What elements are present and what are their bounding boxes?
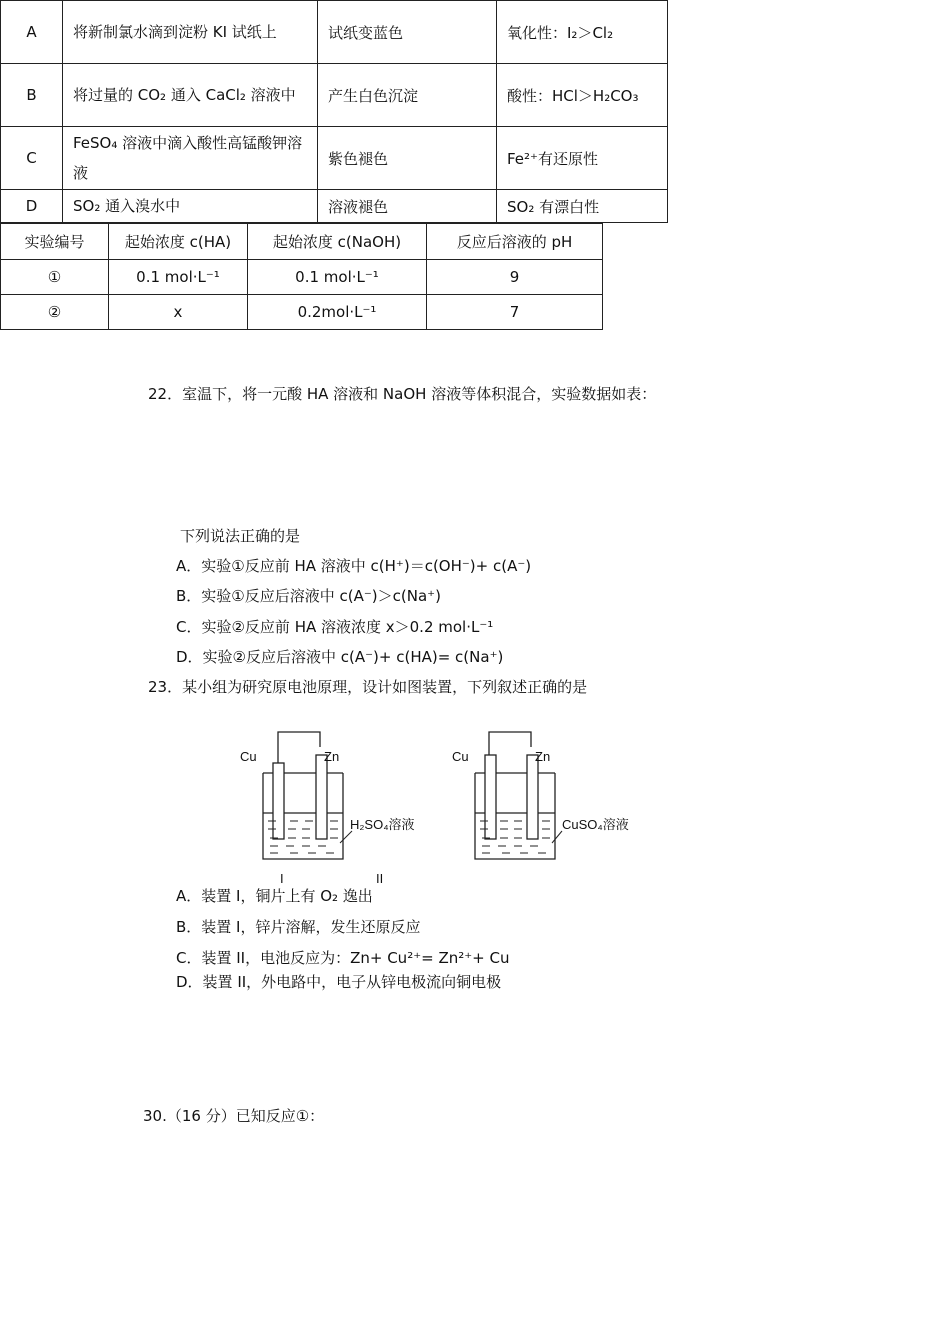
table-cell: 9 bbox=[427, 260, 603, 295]
table-cell: 7 bbox=[427, 295, 603, 330]
zn-label: Zn bbox=[324, 749, 340, 764]
option-d: D．装置 II，外电路中，电子从锌电极流向铜电极 bbox=[176, 973, 502, 991]
solution-label: CuSO₄溶液 bbox=[562, 817, 629, 832]
operation-cell: 将新制氯水滴到淀粉 KI 试纸上 bbox=[63, 1, 318, 64]
phenomenon-cell: 产生白色沉淀 bbox=[318, 64, 497, 127]
galvanic-cell-figure bbox=[230, 725, 650, 890]
option-c: C．实验②反应前 HA 溶液浓度 x＞0.2 mol·L⁻¹ bbox=[176, 618, 494, 636]
table-cell: x bbox=[109, 295, 248, 330]
question-22-stem: 22．室温下，将一元酸 HA 溶液和 NaOH 溶液等体积混合，实验数据如表： bbox=[148, 385, 657, 403]
question-22-prompt: 下列说法正确的是 bbox=[180, 527, 301, 545]
operation-cell: SO₂ 通入溴水中 bbox=[63, 190, 318, 223]
table-row bbox=[1, 260, 603, 295]
table-cell: 0.1 mol·L⁻¹ bbox=[248, 260, 427, 295]
conclusion-cell: 酸性：HCl＞H₂CO₃ bbox=[497, 64, 668, 127]
table-cell: 0.1 mol·L⁻¹ bbox=[109, 260, 248, 295]
solution-label: H₂SO₄溶液 bbox=[350, 817, 415, 832]
header-cell: 起始浓度 c(HA) bbox=[109, 224, 248, 260]
table-row bbox=[1, 127, 668, 190]
row-label: D bbox=[1, 190, 63, 223]
option-d: D．实验②反应后溶液中 c(A⁻)+ c(HA)= c(Na⁺) bbox=[176, 648, 504, 666]
question-23-stem: 23．某小组为研究原电池原理，设计如图装置，下列叙述正确的是 bbox=[148, 678, 588, 696]
table-cell: 0.2mol·L⁻¹ bbox=[248, 295, 427, 330]
table-cell: ② bbox=[1, 295, 109, 330]
table-row bbox=[1, 190, 668, 223]
table-row bbox=[1, 295, 603, 330]
operation-cell: FeSO₄ 溶液中滴入酸性高锰酸钾溶液 bbox=[63, 127, 318, 190]
device-label: II bbox=[376, 871, 384, 886]
experiment-table-1 bbox=[0, 0, 668, 223]
table-row bbox=[1, 1, 668, 64]
table-cell: ① bbox=[1, 260, 109, 295]
header-cell: 实验编号 bbox=[1, 224, 109, 260]
experiment-table-2 bbox=[0, 223, 603, 330]
phenomenon-cell: 溶液褪色 bbox=[318, 190, 497, 223]
conclusion-cell: 氧化性：I₂＞Cl₂ bbox=[497, 1, 668, 64]
table-row bbox=[1, 64, 668, 127]
phenomenon-cell: 试纸变蓝色 bbox=[318, 1, 497, 64]
operation-cell: 将过量的 CO₂ 通入 CaCl₂ 溶液中 bbox=[63, 64, 318, 127]
zn-label: Zn bbox=[535, 749, 551, 764]
option-a: A．装置 I，铜片上有 O₂ 逸出 bbox=[176, 887, 373, 905]
header-cell: 反应后溶液的 pH bbox=[427, 224, 603, 260]
cu-label: Cu bbox=[240, 749, 257, 764]
cu-label: Cu bbox=[452, 749, 469, 764]
option-b: B．实验①反应后溶液中 c(A⁻)＞c(Na⁺) bbox=[176, 587, 441, 605]
question-30-stem: 30.（16 分）已知反应①： bbox=[143, 1107, 325, 1125]
row-label: C bbox=[1, 127, 63, 190]
table-header-row bbox=[1, 224, 603, 260]
conclusion-cell: Fe²⁺有还原性 bbox=[497, 127, 668, 190]
header-cell: 起始浓度 c(NaOH) bbox=[248, 224, 427, 260]
row-label: A bbox=[1, 1, 63, 64]
device-label: I bbox=[280, 871, 284, 886]
option-a: A．实验①反应前 HA 溶液中 c(H⁺)＝c(OH⁻)+ c(A⁻) bbox=[176, 557, 532, 575]
option-c: C．装置 II，电池反应为：Zn+ Cu²⁺= Zn²⁺+ Cu bbox=[176, 949, 510, 967]
option-b: B．装置 I，锌片溶解，发生还原反应 bbox=[176, 918, 421, 936]
phenomenon-cell: 紫色褪色 bbox=[318, 127, 497, 190]
conclusion-cell: SO₂ 有漂白性 bbox=[497, 190, 668, 223]
row-label: B bbox=[1, 64, 63, 127]
